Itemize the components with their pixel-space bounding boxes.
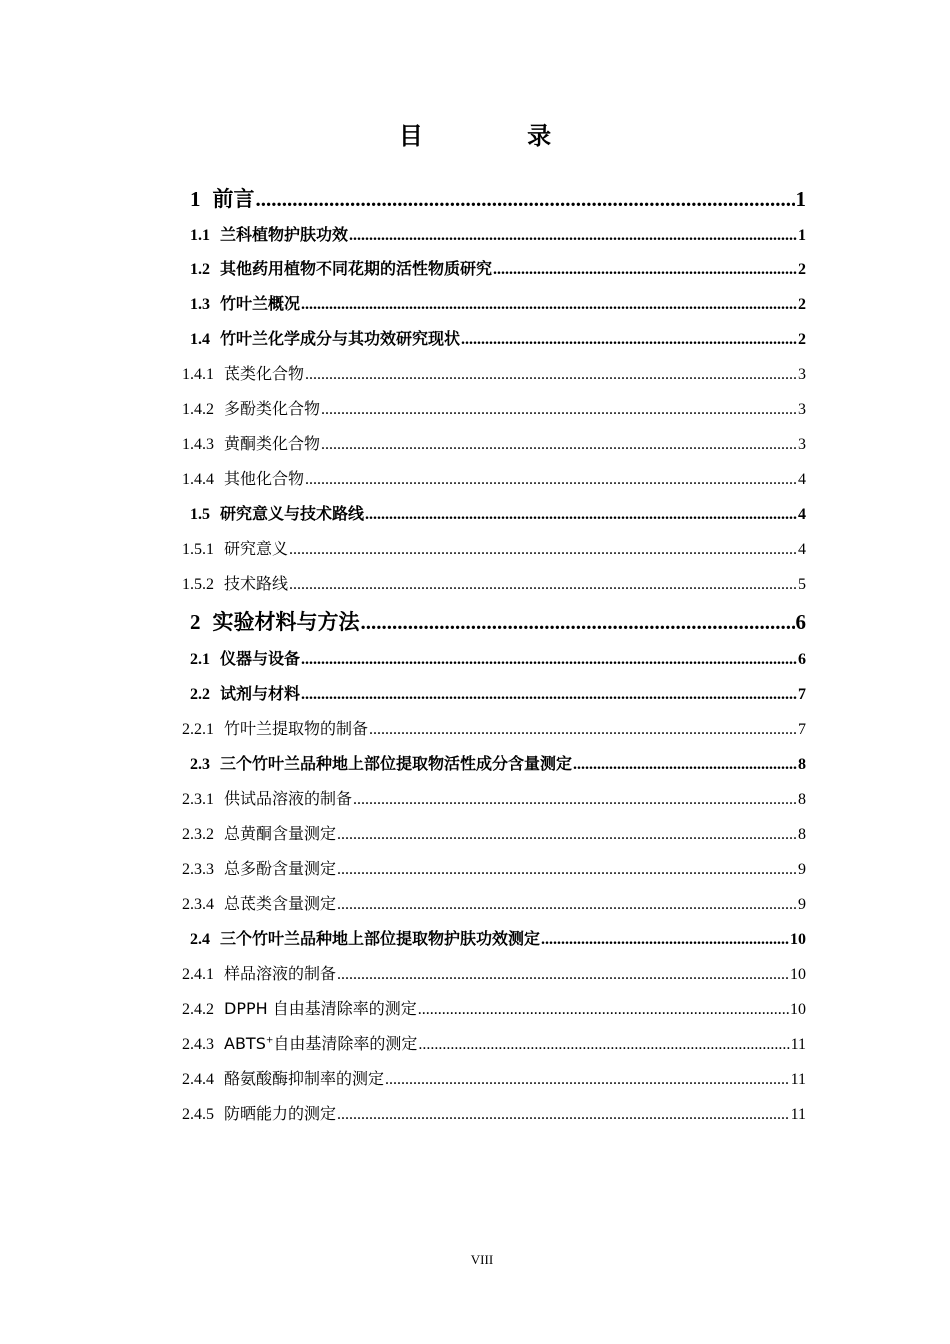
toc-entry-title	[220, 222, 348, 245]
toc-dot-leader	[337, 826, 797, 844]
toc-entry-page-number: 11	[790, 1106, 806, 1123]
toc-entry-title-rest: 自由基清除率的测定	[273, 1034, 418, 1053]
toc-entry-number: 2.2.1	[182, 721, 214, 738]
toc-entry[interactable]	[190, 291, 806, 317]
toc-entry-number: 2	[190, 610, 201, 634]
toc-entry-title	[213, 606, 360, 636]
toc-entry-number: 1.2	[190, 261, 210, 278]
toc-entry-number: 2.4.1	[182, 966, 214, 983]
toc-dot-leader	[305, 471, 797, 489]
toc-entry-page-number: 7	[798, 686, 806, 703]
toc-entry[interactable]	[182, 571, 806, 597]
toc-dot-leader	[349, 227, 797, 245]
toc-entry-number: 1.4.2	[182, 401, 214, 418]
toc-entry-title	[224, 1031, 417, 1054]
toc-entry-title-text: 技术路线	[224, 574, 289, 593]
toc-entry-title	[220, 646, 300, 669]
toc-dot-leader	[321, 436, 797, 454]
toc-entry-title-text: 实验材料与方法	[212, 610, 360, 634]
toc-entry-title	[224, 961, 336, 984]
toc-dot-leader	[418, 1036, 789, 1054]
toc-entry-title-text: 其他化合物	[224, 469, 305, 488]
toc-entry-title	[213, 183, 255, 213]
toc-entry-number: 1.5.2	[182, 576, 214, 593]
toc-dot-leader	[573, 756, 797, 774]
toc-entry-number: 2.4.5	[182, 1106, 214, 1123]
toc-entry-number: 1.5.1	[182, 541, 214, 558]
toc-dot-leader	[385, 1071, 790, 1089]
toc-entry-title	[224, 396, 320, 419]
toc-entry-page-number: 1	[795, 187, 806, 211]
toc-entry[interactable]	[182, 431, 806, 457]
toc-entry[interactable]	[182, 856, 806, 882]
toc-entry-title	[220, 751, 572, 774]
toc-entry-title	[224, 1101, 336, 1124]
toc-entry-page-number: 2	[798, 331, 806, 348]
toc-entry-title	[220, 926, 540, 949]
toc-entry[interactable]	[190, 751, 806, 777]
toc-dot-leader	[301, 296, 797, 314]
toc-entry-title	[224, 856, 336, 879]
toc-entry-title	[224, 716, 368, 739]
toc-entry[interactable]	[190, 926, 806, 952]
toc-dot-leader	[541, 931, 789, 949]
toc-dot-leader	[256, 187, 795, 212]
toc-entry-number: 2.3.3	[182, 861, 214, 878]
toc-entry-number: 1.3	[190, 296, 210, 313]
toc-dot-leader	[337, 1106, 790, 1124]
toc-entry-title-text: 竹叶兰提取物的制备	[224, 719, 369, 738]
toc-entry[interactable]	[182, 396, 806, 422]
toc-entry-page-number: 3	[798, 366, 806, 383]
toc-entry-number: 2.3.4	[182, 896, 214, 913]
toc-entry-number: 2.4.3	[182, 1036, 214, 1053]
toc-entry[interactable]	[190, 183, 806, 215]
toc-entry-page-number: 11	[790, 1036, 806, 1053]
toc-entry-title-text: 多酚类化合物	[224, 399, 321, 418]
toc-entry-title	[224, 361, 304, 384]
toc-entry-title-text: 试剂与材料	[220, 684, 301, 703]
page-title: 目 录	[398, 122, 600, 150]
toc-entry-page-number: 8	[798, 826, 806, 843]
toc-entry-page-number: 7	[798, 721, 806, 738]
toc-entry-number: 2.4	[190, 931, 210, 948]
toc-entry[interactable]	[182, 716, 806, 742]
toc-entry-title-text: 竹叶兰化学成分与其功效研究现状	[220, 329, 461, 348]
toc-entry-number: 2.4.2	[182, 1001, 214, 1018]
toc-entry-title-text: 总多酚含量测定	[224, 859, 337, 878]
toc-entry[interactable]	[182, 891, 806, 917]
toc-entry-title	[224, 1066, 384, 1089]
toc-entry-page-number: 3	[798, 401, 806, 418]
toc-entry-title	[220, 291, 300, 314]
toc-entry[interactable]	[190, 326, 806, 352]
toc-entry-title-text: 防晒能力的测定	[224, 1104, 337, 1123]
toc-dot-leader	[337, 966, 789, 984]
toc-entry-title-text: 酪氨酸酶抑制率的测定	[224, 1069, 385, 1088]
toc-entry-title-text: 前言	[212, 187, 255, 211]
toc-dot-leader	[301, 686, 797, 704]
toc-dot-leader	[305, 366, 797, 384]
toc-entry-title-text: 仪器与设备	[220, 649, 301, 668]
toc-entry-page-number: 10	[790, 966, 806, 983]
toc-entry-page-number: 4	[798, 541, 806, 558]
toc-entry-page-number: 9	[798, 896, 806, 913]
toc-entry-page-number: 4	[798, 506, 806, 523]
toc-entry[interactable]	[190, 256, 806, 282]
toc-entry-title-text: DPPH 自由基清除率的测定	[224, 999, 417, 1018]
toc-dot-leader	[337, 861, 797, 879]
toc-entry-page-number: 8	[798, 791, 806, 808]
toc-entry-page-number: 8	[798, 756, 806, 773]
toc-entry[interactable]	[182, 466, 806, 492]
toc-entry-title-text: 研究意义与技术路线	[220, 504, 365, 523]
toc-entry-title-text: 样品溶液的制备	[224, 964, 337, 983]
toc-entry-number: 2.4.4	[182, 1071, 214, 1088]
toc-dot-leader	[369, 721, 797, 739]
toc-entry[interactable]	[182, 536, 806, 562]
toc-entry-number: 1.4.3	[182, 436, 214, 453]
toc-entry-title-text: 研究意义	[224, 539, 289, 558]
toc-entry-title	[224, 996, 417, 1019]
toc-entry-page-number: 3	[798, 436, 806, 453]
toc-entry-page-number: 11	[790, 1071, 806, 1088]
toc-entry[interactable]	[190, 501, 806, 527]
toc-entry-title-superscript: +	[265, 1035, 274, 1046]
toc-entry[interactable]	[182, 996, 806, 1022]
toc-entry[interactable]	[182, 786, 806, 812]
toc-entry[interactable]	[190, 646, 806, 672]
toc-entry-title	[220, 501, 364, 524]
toc-entry-title	[224, 431, 320, 454]
toc-entry-title-text: 其他药用植物不同花期的活性物质研究	[220, 259, 493, 278]
toc-entry[interactable]	[182, 1031, 806, 1057]
toc-entry[interactable]	[182, 821, 806, 847]
toc-entry-title	[220, 326, 460, 349]
toc-entry-page-number: 2	[798, 261, 806, 278]
toc-entry-title-text: ABTS	[224, 1034, 266, 1053]
toc-entry-page-number: 2	[798, 296, 806, 313]
toc-entry-title	[224, 786, 352, 809]
toc-entry-number: 1	[190, 187, 201, 211]
toc-entry-title	[224, 821, 336, 844]
page-footer	[0, 1252, 950, 1268]
toc-entry-title-text: 黄酮类化合物	[224, 434, 321, 453]
toc-entry-number: 1.5	[190, 506, 210, 523]
toc-entry-number: 1.4.1	[182, 366, 214, 383]
toc-entry-number: 1.1	[190, 227, 210, 244]
toc-entry-number: 1.4	[190, 331, 210, 348]
toc-entry-number: 2.3.1	[182, 791, 214, 808]
toc-entry-page-number: 10	[790, 1001, 806, 1018]
toc-entry-title-text: 三个竹叶兰品种地上部位提取物护肤功效测定	[220, 929, 541, 948]
toc-entry[interactable]	[182, 361, 806, 387]
toc-entry-title-text: 兰科植物护肤功效	[220, 225, 349, 244]
toc-entry-title-text: 竹叶兰概况	[220, 294, 301, 313]
toc-entry-title-text: 三个竹叶兰品种地上部位提取物活性成分含量测定	[220, 754, 573, 773]
toc-dot-leader	[361, 610, 795, 635]
toc-entry-title	[220, 681, 300, 704]
toc-entry-title-text: 总黄酮含量测定	[224, 824, 337, 843]
toc-dot-leader	[353, 791, 797, 809]
toc-entry-title	[224, 891, 336, 914]
toc-entry-number: 2.1	[190, 651, 210, 668]
toc-dot-leader	[321, 401, 797, 419]
toc-dot-leader	[461, 331, 797, 349]
toc-dot-leader	[289, 576, 797, 594]
toc-entry[interactable]	[190, 606, 806, 638]
toc-entry-title-text: 供试品溶液的制备	[224, 789, 353, 808]
toc-entry[interactable]	[182, 961, 806, 987]
toc-entry-page-number: 5	[798, 576, 806, 593]
toc-entry[interactable]	[190, 681, 806, 707]
toc-entry[interactable]	[182, 1066, 806, 1092]
toc-entry-page-number: 1	[798, 227, 806, 244]
toc-entry-page-number: 10	[790, 931, 806, 948]
toc-dot-leader	[493, 261, 797, 279]
toc-dot-leader	[418, 1001, 789, 1019]
toc-entry-page-number: 6	[795, 610, 806, 634]
toc-entry[interactable]	[190, 222, 806, 248]
toc-entry-title	[224, 571, 288, 594]
toc-entry-title-text: 茋类化合物	[224, 364, 305, 383]
toc-entry-number: 2.3	[190, 756, 210, 773]
toc-dot-leader	[289, 541, 797, 559]
toc-entry-number: 1.4.4	[182, 471, 214, 488]
toc-entry-number: 2.3.2	[182, 826, 214, 843]
toc-entry-page-number: 9	[798, 861, 806, 878]
toc-entry-title	[224, 536, 288, 559]
toc-entry-page-number: 4	[798, 471, 806, 488]
toc-entry-number: 2.2	[190, 686, 210, 703]
toc-entry-title	[220, 256, 492, 279]
toc-dot-leader	[337, 896, 797, 914]
toc-dot-leader	[365, 506, 797, 524]
page-number: VIII	[470, 1252, 494, 1267]
toc-entry-page-number: 6	[798, 651, 806, 668]
toc-entry[interactable]	[182, 1101, 806, 1127]
toc-entry-title-text: 总茋类含量测定	[224, 894, 337, 913]
toc-entry-title	[224, 466, 304, 489]
toc-dot-leader	[301, 651, 797, 669]
